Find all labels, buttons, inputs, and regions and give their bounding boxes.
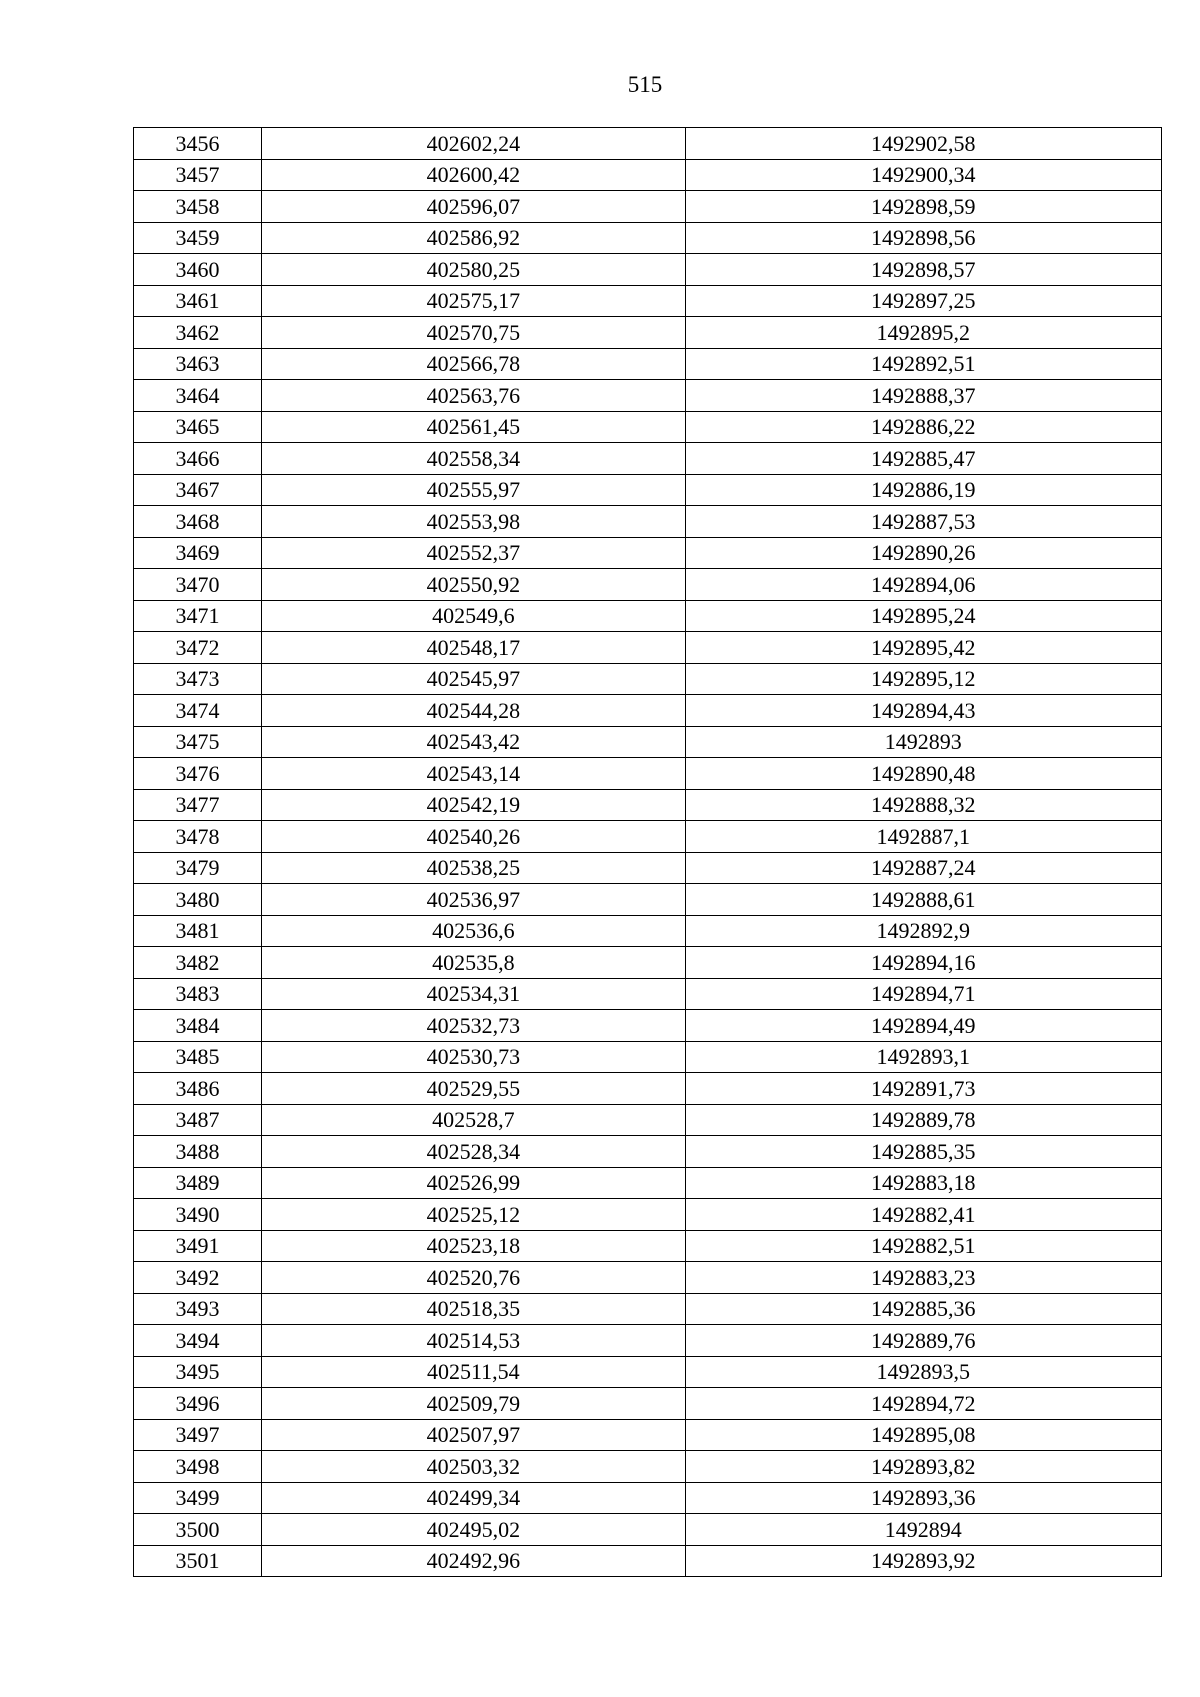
table-row <box>134 1514 1162 1546</box>
table-row <box>134 884 1162 916</box>
point-number-cell: 3459 <box>134 222 262 254</box>
x-coordinate-cell: 402528,34 <box>262 1136 685 1168</box>
point-number-cell: 3473 <box>134 663 262 695</box>
table-row <box>134 758 1162 790</box>
x-coordinate-cell: 402549,6 <box>262 600 685 632</box>
table-row <box>134 254 1162 286</box>
table-row <box>134 600 1162 632</box>
table-row <box>134 443 1162 475</box>
table-row <box>134 1230 1162 1262</box>
point-number-cell: 3495 <box>134 1356 262 1388</box>
table-row <box>134 1451 1162 1483</box>
point-number-cell: 3485 <box>134 1041 262 1073</box>
y-coordinate-cell: 1492898,59 <box>685 191 1161 223</box>
x-coordinate-cell: 402600,42 <box>262 159 685 191</box>
x-coordinate-cell: 402543,42 <box>262 726 685 758</box>
point-number-cell: 3456 <box>134 128 262 160</box>
y-coordinate-cell: 1492893,1 <box>685 1041 1161 1073</box>
point-number-cell: 3476 <box>134 758 262 790</box>
x-coordinate-cell: 402542,19 <box>262 789 685 821</box>
x-coordinate-cell: 402540,26 <box>262 821 685 853</box>
y-coordinate-cell: 1492890,26 <box>685 537 1161 569</box>
y-coordinate-cell: 1492894,06 <box>685 569 1161 601</box>
x-coordinate-cell: 402555,97 <box>262 474 685 506</box>
point-number-cell: 3482 <box>134 947 262 979</box>
point-number-cell: 3479 <box>134 852 262 884</box>
x-coordinate-cell: 402596,07 <box>262 191 685 223</box>
y-coordinate-cell: 1492895,42 <box>685 632 1161 664</box>
table-row <box>134 852 1162 884</box>
coordinates-table-body <box>134 128 1162 1577</box>
point-number-cell: 3465 <box>134 411 262 443</box>
table-row <box>134 789 1162 821</box>
x-coordinate-cell: 402534,31 <box>262 978 685 1010</box>
y-coordinate-cell: 1492894,71 <box>685 978 1161 1010</box>
x-coordinate-cell: 402535,8 <box>262 947 685 979</box>
x-coordinate-cell: 402570,75 <box>262 317 685 349</box>
y-coordinate-cell: 1492885,35 <box>685 1136 1161 1168</box>
x-coordinate-cell: 402586,92 <box>262 222 685 254</box>
point-number-cell: 3500 <box>134 1514 262 1546</box>
point-number-cell: 3467 <box>134 474 262 506</box>
point-number-cell: 3461 <box>134 285 262 317</box>
point-number-cell: 3477 <box>134 789 262 821</box>
y-coordinate-cell: 1492883,18 <box>685 1167 1161 1199</box>
table-row <box>134 632 1162 664</box>
table-row <box>134 191 1162 223</box>
point-number-cell: 3490 <box>134 1199 262 1231</box>
table-row <box>134 1419 1162 1451</box>
point-number-cell: 3472 <box>134 632 262 664</box>
point-number-cell: 3493 <box>134 1293 262 1325</box>
y-coordinate-cell: 1492892,9 <box>685 915 1161 947</box>
table-row <box>134 821 1162 853</box>
point-number-cell: 3501 <box>134 1545 262 1577</box>
point-number-cell: 3466 <box>134 443 262 475</box>
y-coordinate-cell: 1492895,24 <box>685 600 1161 632</box>
y-coordinate-cell: 1492895,08 <box>685 1419 1161 1451</box>
x-coordinate-cell: 402548,17 <box>262 632 685 664</box>
table-row <box>134 569 1162 601</box>
x-coordinate-cell: 402550,92 <box>262 569 685 601</box>
x-coordinate-cell: 402511,54 <box>262 1356 685 1388</box>
x-coordinate-cell: 402563,76 <box>262 380 685 412</box>
y-coordinate-cell: 1492885,36 <box>685 1293 1161 1325</box>
table-row <box>134 695 1162 727</box>
y-coordinate-cell: 1492893,82 <box>685 1451 1161 1483</box>
table-row <box>134 285 1162 317</box>
point-number-cell: 3462 <box>134 317 262 349</box>
y-coordinate-cell: 1492895,2 <box>685 317 1161 349</box>
table-row <box>134 1041 1162 1073</box>
table-row <box>134 222 1162 254</box>
point-number-cell: 3498 <box>134 1451 262 1483</box>
y-coordinate-cell: 1492902,58 <box>685 128 1161 160</box>
y-coordinate-cell: 1492886,19 <box>685 474 1161 506</box>
x-coordinate-cell: 402545,97 <box>262 663 685 695</box>
x-coordinate-cell: 402544,28 <box>262 695 685 727</box>
y-coordinate-cell: 1492889,76 <box>685 1325 1161 1357</box>
point-number-cell: 3470 <box>134 569 262 601</box>
table-row <box>134 128 1162 160</box>
table-row <box>134 1199 1162 1231</box>
y-coordinate-cell: 1492895,12 <box>685 663 1161 695</box>
point-number-cell: 3484 <box>134 1010 262 1042</box>
y-coordinate-cell: 1492898,57 <box>685 254 1161 286</box>
point-number-cell: 3457 <box>134 159 262 191</box>
y-coordinate-cell: 1492891,73 <box>685 1073 1161 1105</box>
x-coordinate-cell: 402543,14 <box>262 758 685 790</box>
table-row <box>134 506 1162 538</box>
x-coordinate-cell: 402528,7 <box>262 1104 685 1136</box>
x-coordinate-cell: 402518,35 <box>262 1293 685 1325</box>
point-number-cell: 3492 <box>134 1262 262 1294</box>
x-coordinate-cell: 402552,37 <box>262 537 685 569</box>
y-coordinate-cell: 1492894,16 <box>685 947 1161 979</box>
x-coordinate-cell: 402530,73 <box>262 1041 685 1073</box>
table-row <box>134 1388 1162 1420</box>
table-row <box>134 380 1162 412</box>
y-coordinate-cell: 1492890,48 <box>685 758 1161 790</box>
y-coordinate-cell: 1492893,5 <box>685 1356 1161 1388</box>
x-coordinate-cell: 402507,97 <box>262 1419 685 1451</box>
table-row <box>134 1325 1162 1357</box>
point-number-cell: 3468 <box>134 506 262 538</box>
table-row <box>134 159 1162 191</box>
table-row <box>134 1104 1162 1136</box>
table-row <box>134 915 1162 947</box>
point-number-cell: 3474 <box>134 695 262 727</box>
point-number-cell: 3478 <box>134 821 262 853</box>
point-number-cell: 3464 <box>134 380 262 412</box>
point-number-cell: 3488 <box>134 1136 262 1168</box>
point-number-cell: 3460 <box>134 254 262 286</box>
point-number-cell: 3489 <box>134 1167 262 1199</box>
point-number-cell: 3486 <box>134 1073 262 1105</box>
y-coordinate-cell: 1492900,34 <box>685 159 1161 191</box>
x-coordinate-cell: 402536,97 <box>262 884 685 916</box>
x-coordinate-cell: 402526,99 <box>262 1167 685 1199</box>
y-coordinate-cell: 1492894,43 <box>685 695 1161 727</box>
table-row <box>134 1167 1162 1199</box>
table-row <box>134 474 1162 506</box>
y-coordinate-cell: 1492885,47 <box>685 443 1161 475</box>
table-row <box>134 663 1162 695</box>
table-row <box>134 1262 1162 1294</box>
point-number-cell: 3483 <box>134 978 262 1010</box>
y-coordinate-cell: 1492887,1 <box>685 821 1161 853</box>
y-coordinate-cell: 1492888,32 <box>685 789 1161 821</box>
table-row <box>134 1545 1162 1577</box>
x-coordinate-cell: 402529,55 <box>262 1073 685 1105</box>
table-row <box>134 537 1162 569</box>
y-coordinate-cell: 1492886,22 <box>685 411 1161 443</box>
table-row <box>134 978 1162 1010</box>
point-number-cell: 3463 <box>134 348 262 380</box>
table-row <box>134 947 1162 979</box>
y-coordinate-cell: 1492893,36 <box>685 1482 1161 1514</box>
x-coordinate-cell: 402499,34 <box>262 1482 685 1514</box>
point-number-cell: 3497 <box>134 1419 262 1451</box>
x-coordinate-cell: 402532,73 <box>262 1010 685 1042</box>
y-coordinate-cell: 1492888,61 <box>685 884 1161 916</box>
y-coordinate-cell: 1492887,53 <box>685 506 1161 538</box>
y-coordinate-cell: 1492883,23 <box>685 1262 1161 1294</box>
y-coordinate-cell: 1492889,78 <box>685 1104 1161 1136</box>
x-coordinate-cell: 402566,78 <box>262 348 685 380</box>
y-coordinate-cell: 1492898,56 <box>685 222 1161 254</box>
table-row <box>134 1356 1162 1388</box>
x-coordinate-cell: 402538,25 <box>262 852 685 884</box>
x-coordinate-cell: 402553,98 <box>262 506 685 538</box>
x-coordinate-cell: 402523,18 <box>262 1230 685 1262</box>
x-coordinate-cell: 402514,53 <box>262 1325 685 1357</box>
table-row <box>134 1136 1162 1168</box>
point-number-cell: 3491 <box>134 1230 262 1262</box>
y-coordinate-cell: 1492893 <box>685 726 1161 758</box>
x-coordinate-cell: 402492,96 <box>262 1545 685 1577</box>
y-coordinate-cell: 1492894 <box>685 1514 1161 1546</box>
x-coordinate-cell: 402580,25 <box>262 254 685 286</box>
x-coordinate-cell: 402520,76 <box>262 1262 685 1294</box>
y-coordinate-cell: 1492882,41 <box>685 1199 1161 1231</box>
point-number-cell: 3496 <box>134 1388 262 1420</box>
point-number-cell: 3499 <box>134 1482 262 1514</box>
table-row <box>134 1010 1162 1042</box>
y-coordinate-cell: 1492894,49 <box>685 1010 1161 1042</box>
table-row <box>134 1293 1162 1325</box>
x-coordinate-cell: 402536,6 <box>262 915 685 947</box>
x-coordinate-cell: 402503,32 <box>262 1451 685 1483</box>
y-coordinate-cell: 1492888,37 <box>685 380 1161 412</box>
point-number-cell: 3475 <box>134 726 262 758</box>
table-row <box>134 411 1162 443</box>
table-row <box>134 348 1162 380</box>
y-coordinate-cell: 1492894,72 <box>685 1388 1161 1420</box>
x-coordinate-cell: 402561,45 <box>262 411 685 443</box>
y-coordinate-cell: 1492897,25 <box>685 285 1161 317</box>
x-coordinate-cell: 402525,12 <box>262 1199 685 1231</box>
x-coordinate-cell: 402495,02 <box>262 1514 685 1546</box>
page-number: 515 <box>627 72 663 97</box>
y-coordinate-cell: 1492887,24 <box>685 852 1161 884</box>
point-number-cell: 3471 <box>134 600 262 632</box>
y-coordinate-cell: 1492892,51 <box>685 348 1161 380</box>
table-row <box>134 317 1162 349</box>
x-coordinate-cell: 402509,79 <box>262 1388 685 1420</box>
point-number-cell: 3458 <box>134 191 262 223</box>
point-number-cell: 3494 <box>134 1325 262 1357</box>
x-coordinate-cell: 402558,34 <box>262 443 685 475</box>
x-coordinate-cell: 402602,24 <box>262 128 685 160</box>
table-row <box>134 1482 1162 1514</box>
point-number-cell: 3480 <box>134 884 262 916</box>
x-coordinate-cell: 402575,17 <box>262 285 685 317</box>
y-coordinate-cell: 1492893,92 <box>685 1545 1161 1577</box>
point-number-cell: 3481 <box>134 915 262 947</box>
table-row <box>134 726 1162 758</box>
coordinates-table <box>133 127 1162 1577</box>
table-row <box>134 1073 1162 1105</box>
point-number-cell: 3469 <box>134 537 262 569</box>
y-coordinate-cell: 1492882,51 <box>685 1230 1161 1262</box>
point-number-cell: 3487 <box>134 1104 262 1136</box>
